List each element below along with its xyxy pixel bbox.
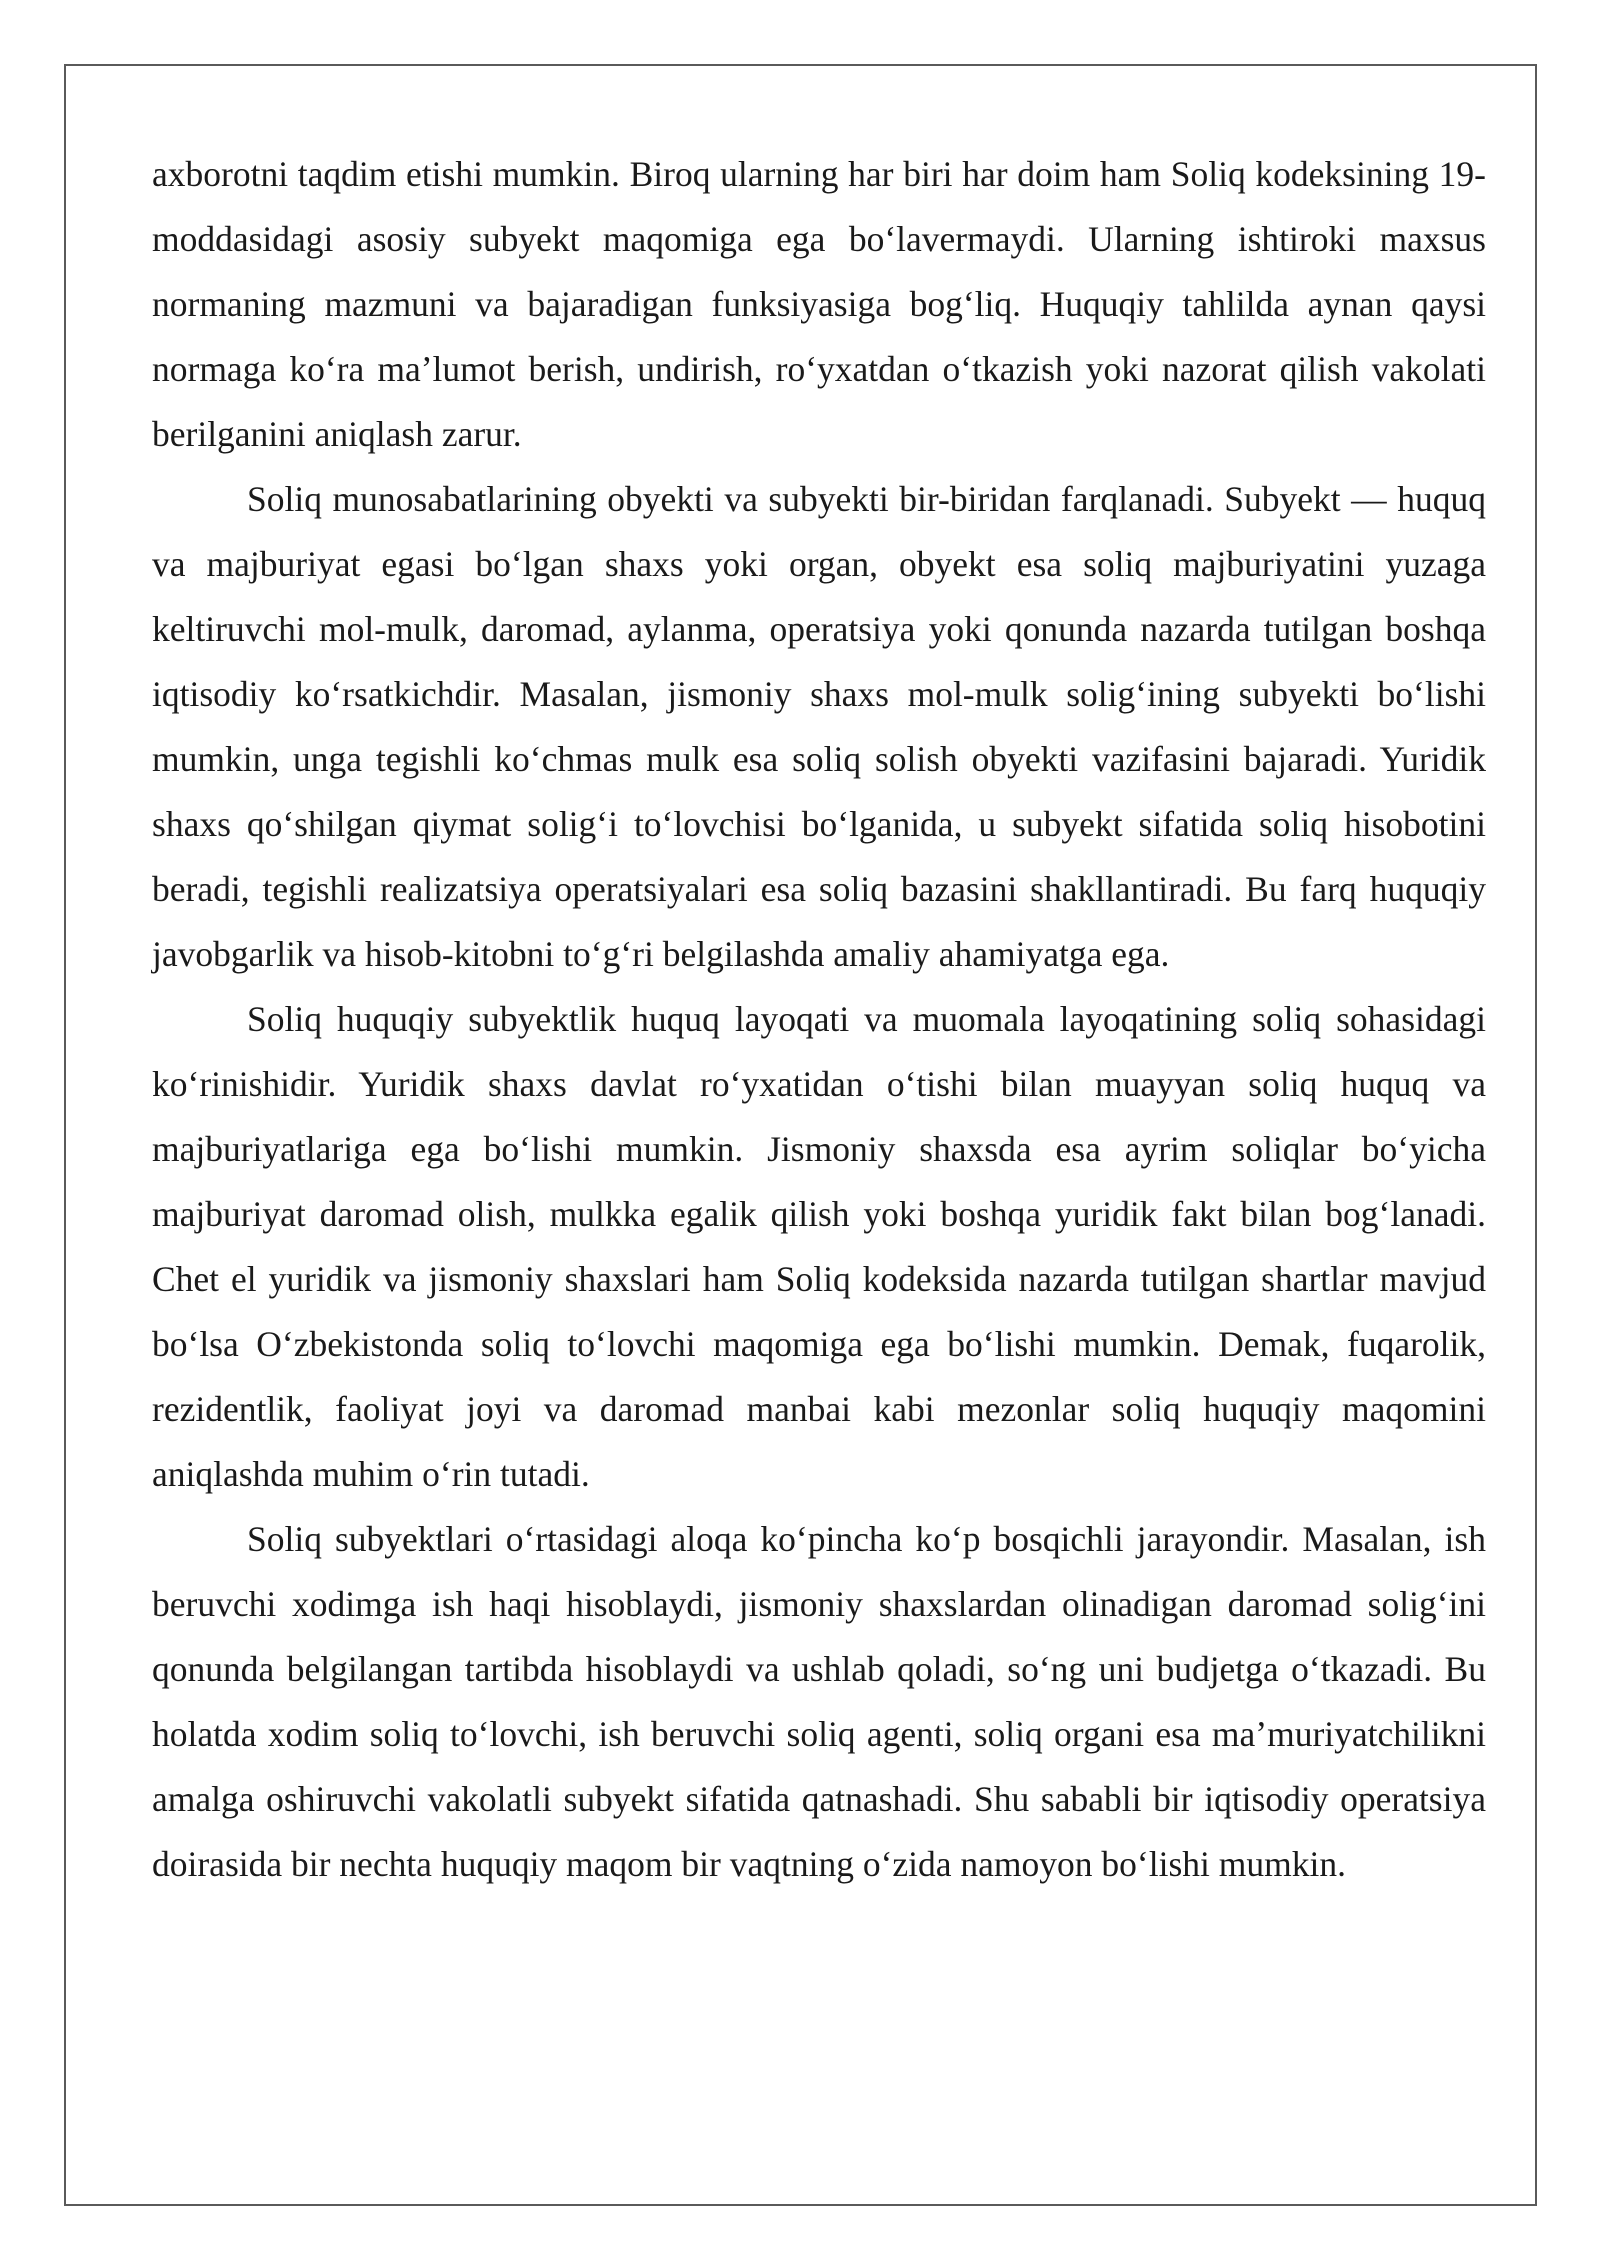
paragraph-4: Soliq subyektlari oʻrtasidagi aloqa koʻpincha koʻp bosqichli jarayondir. Masalan, ish beruvchi xodimga ish haqi hisoblaydi, jismoniy shaxslardan olinadigan daromad soligʻini qonunda belgilangan tartibda hisoblaydi va ushlab qoladi, soʻng uni budjetga oʻtkazadi. Bu holatda xodim soliq toʻlovchi, ish beruvchi soliq agenti, soliq organi esa maʼmuriyatchilikni amalga oshiruvchi vakolatli subyekt sifatida qatnashadi. Shu sababli bir iqtisodiy operatsiya doirasida bir nechta huquqiy maqom bir vaqtning oʻzida namoyon boʻlishi mumkin. bbox=[152, 1519, 1486, 1884]
paragraph-3: Soliq huquqiy subyektlik huquq layoqati va muomala layoqatining soliq sohasidagi koʻrinishidir. Yuridik shaxs davlat roʻyxatidan oʻtishi bilan muayyan soliq huquq va majburiyatlariga ega boʻlishi mumkin. Jismoniy shaxsda esa ayrim soliqlar boʻyicha majburiyat daromad olish, mulkka egalik qilish yoki boshqa yuridik fakt bilan bogʻlanadi. Chet el yuridik va jismoniy shaxslari ham Soliq kodeksida nazarda tutilgan shartlar mavjud boʻlsa Oʻzbekistonda soliq toʻlovchi maqomiga ega boʻlishi mumkin. Demak, fuqarolik, rezidentlik, faoliyat joyi va daromad manbai kabi mezonlar soliq huquqiy maqomini aniqlashda muhim oʻrin tutadi. bbox=[152, 999, 1486, 1494]
paragraph-1: axborotni taqdim etishi mumkin. Biroq ularning har biri har doim ham Soliq kodeksining 19-moddasidagi asosiy subyekt maqomiga ega boʻlavermaydi. Ularning ishtiroki maxsus normaning mazmuni va bajaradigan funksiyasiga bogʻliq. Huquqiy tahlilda aynan qaysi normaga koʻra maʼlumot berish, undirish, roʻyxatdan oʻtkazish yoki nazorat qilish vakolati berilganini aniqlash zarur. bbox=[152, 154, 1486, 454]
paragraph-2: Soliq munosabatlarining obyekti va subyekti bir-biridan farqlanadi. Subyekt — huquq va majburiyat egasi boʻlgan shaxs yoki organ, obyekt esa soliq majburiyatini yuzaga keltiruvchi mol-mulk, daromad, aylanma, operatsiya yoki qonunda nazarda tutilgan boshqa iqtisodiy koʻrsatkichdir. Masalan, jismoniy shaxs mol-mulk soligʻining subyekti boʻlishi mumkin, unga tegishli koʻchmas mulk esa soliq solish obyekti vazifasini bajaradi. Yuridik shaxs qoʻshilgan qiymat soligʻi toʻlovchisi boʻlganida, u subyekt sifatida soliq hisobotini beradi, tegishli realizatsiya operatsiyalari esa soliq bazasini shakllantiradi. Bu farq huquqiy javobgarlik va hisob-kitobni toʻgʻri belgilashda amaliy ahamiyatga ega. bbox=[152, 479, 1486, 974]
document-body bbox=[152, 142, 1486, 1897]
